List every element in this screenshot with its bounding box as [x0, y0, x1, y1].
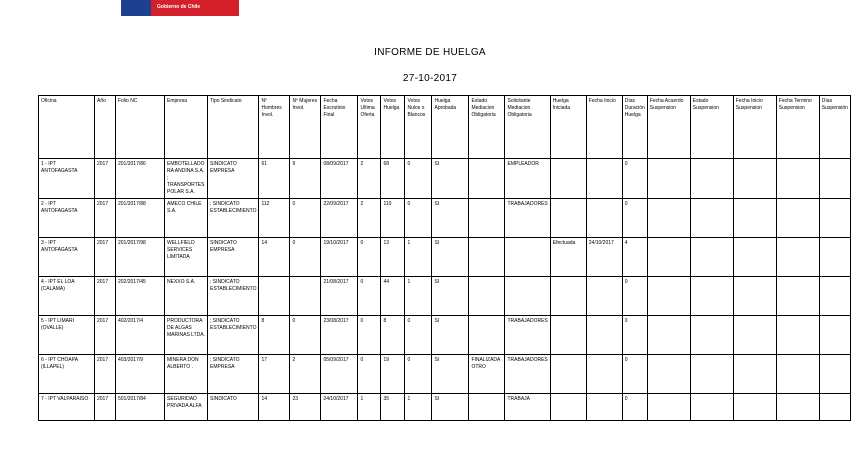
- column-header: Fecha Inicio: [586, 96, 622, 159]
- column-header: Votos Nulos o Blancos: [405, 96, 432, 159]
- table-cell: 201/2017/98: [116, 238, 165, 277]
- table-cell: 9: [290, 159, 321, 199]
- table-cell: [290, 277, 321, 316]
- table-cell: [776, 316, 819, 355]
- table-cell: 2017: [95, 277, 116, 316]
- table-cell: [690, 277, 733, 316]
- table-cell: 0: [290, 199, 321, 238]
- table-cell: 0: [358, 277, 381, 316]
- table-cell: 2017: [95, 238, 116, 277]
- table-cell: 23: [290, 394, 321, 421]
- table-cell: [586, 159, 622, 199]
- gobierno-logo: [121, 0, 239, 16]
- table-cell: 2017: [95, 394, 116, 421]
- table-cell: [469, 159, 505, 199]
- table-cell: 0: [405, 199, 432, 238]
- table-cell: [469, 316, 505, 355]
- table-cell: 0: [622, 199, 647, 238]
- table-cell: 22/09/2017: [321, 199, 358, 238]
- table-cell: 2017: [95, 316, 116, 355]
- table-cell: [690, 316, 733, 355]
- table-cell: [819, 355, 850, 394]
- table-cell: 17: [259, 355, 290, 394]
- table-cell: [469, 238, 505, 277]
- table-cell: ; SINDICATO EMPRESA: [208, 355, 259, 394]
- table-cell: [259, 277, 290, 316]
- table-cell: [776, 355, 819, 394]
- table-cell: 1: [405, 238, 432, 277]
- table-cell: SEGURIDAD PRIVADA ALFA: [165, 394, 208, 421]
- table-cell: [647, 159, 690, 199]
- table-cell: 13: [381, 238, 405, 277]
- strike-report-table: [38, 95, 851, 421]
- column-header: Fecha Inicio Suspension: [733, 96, 776, 159]
- table-row: [39, 159, 851, 199]
- table-cell: [505, 277, 550, 316]
- table-cell: [733, 394, 776, 421]
- table-cell: 0: [405, 355, 432, 394]
- table-cell: [647, 277, 690, 316]
- column-header: Votos Ultima Oferta: [358, 96, 381, 159]
- column-header: Año: [95, 96, 116, 159]
- table-cell: SINDICATO: [208, 394, 259, 421]
- table-cell: 1: [405, 394, 432, 421]
- table-cell: [819, 394, 850, 421]
- table-cell: [690, 355, 733, 394]
- table-cell: NEXXO S.A.: [165, 277, 208, 316]
- table-cell: [776, 238, 819, 277]
- table-cell: 44: [381, 277, 405, 316]
- table-cell: [647, 355, 690, 394]
- table-cell: [469, 394, 505, 421]
- table-cell: 8: [381, 316, 405, 355]
- table-cell: [819, 277, 850, 316]
- table-row: [39, 277, 851, 316]
- table-cell: [690, 199, 733, 238]
- table-cell: [469, 277, 505, 316]
- column-header: Tipo Sindicato: [208, 96, 259, 159]
- column-header: Días Suspensión: [819, 96, 850, 159]
- table-cell: 110: [381, 199, 405, 238]
- table-cell: 202/2017/45: [116, 277, 165, 316]
- column-header: Folio NC: [116, 96, 165, 159]
- table-cell: PRODUCTORA DE ALGAS MARINAS LTDA.: [165, 316, 208, 355]
- table-cell: 0: [622, 316, 647, 355]
- table-cell: [550, 199, 586, 238]
- table-cell: [550, 277, 586, 316]
- table-cell: 2: [290, 355, 321, 394]
- table-cell: 35: [381, 394, 405, 421]
- table-cell: 4 - IPT EL LOA (CALAMA): [39, 277, 95, 316]
- table-cell: 05/09/2017: [321, 355, 358, 394]
- table-cell: [819, 159, 850, 199]
- table-cell: [819, 316, 850, 355]
- table-cell: 2: [358, 159, 381, 199]
- table-cell: 7 - IPT VALPARAISO: [39, 394, 95, 421]
- table-row: [39, 394, 851, 421]
- table-cell: [586, 199, 622, 238]
- table-cell: [469, 199, 505, 238]
- table-cell: 61: [259, 159, 290, 199]
- column-header: Días Duración Huelga: [622, 96, 647, 159]
- table-cell: 0: [622, 355, 647, 394]
- table-cell: EMPLEADOR: [505, 159, 550, 199]
- column-header: Oficina: [39, 96, 95, 159]
- table-cell: [550, 355, 586, 394]
- table-cell: SINDICATO EMPRESA: [208, 238, 259, 277]
- table-row: [39, 316, 851, 355]
- column-header: Huelga Iniciada: [550, 96, 586, 159]
- table-cell: 5 - IPT LIMARI (OVALLE): [39, 316, 95, 355]
- table-cell: [550, 159, 586, 199]
- table-cell: 201/2017/88: [116, 199, 165, 238]
- column-header: Fecha Termino Suspension: [776, 96, 819, 159]
- table-row: [39, 238, 851, 277]
- table-cell: [505, 238, 550, 277]
- table-cell: 8: [259, 316, 290, 355]
- table-cell: [586, 277, 622, 316]
- column-header: Estado Mediacion Obligatoria: [469, 96, 505, 159]
- table-cell: 0: [290, 316, 321, 355]
- column-header: Estado Suspension: [690, 96, 733, 159]
- table-cell: SI: [432, 316, 469, 355]
- table-cell: [733, 355, 776, 394]
- table-cell: ; SINDICATO ESTABLECIMIENTO: [208, 316, 259, 355]
- table-cell: SI: [432, 238, 469, 277]
- column-header: Nº Mujeres Invol.: [290, 96, 321, 159]
- column-header: Nº Hombres Invol.: [259, 96, 290, 159]
- table-cell: [776, 394, 819, 421]
- table-cell: SINDICATO EMPRESA: [208, 159, 259, 199]
- table-row: [39, 199, 851, 238]
- table-cell: 501/2017/84: [116, 394, 165, 421]
- table-cell: FINALIZADA OTRO: [469, 355, 505, 394]
- column-header: Solicitante Mediacion Obligatoria: [505, 96, 550, 159]
- table-cell: [690, 394, 733, 421]
- table-cell: 3 - IPT ANTOFAGASTA: [39, 238, 95, 277]
- table-cell: [586, 316, 622, 355]
- table-cell: 23/08/2017: [321, 316, 358, 355]
- table-cell: [733, 199, 776, 238]
- table-cell: TRABAJADORES: [505, 199, 550, 238]
- table-cell: [733, 277, 776, 316]
- table-header-row: [39, 96, 851, 159]
- column-header: Fecha Escrutinio Final: [321, 96, 358, 159]
- table-cell: 0: [622, 159, 647, 199]
- table-cell: [819, 199, 850, 238]
- table-cell: SI: [432, 199, 469, 238]
- table-cell: [647, 316, 690, 355]
- table-cell: ; SINDICATO ESTABLECIMIENTO: [208, 277, 259, 316]
- column-header: Fecha Acuerdo Suspension: [647, 96, 690, 159]
- table-cell: ; SINDICATO ESTABLECIMIENTO: [208, 199, 259, 238]
- table-cell: TRABAJADORES: [505, 316, 550, 355]
- table-cell: 1: [358, 394, 381, 421]
- table-cell: TRABAJADORES: [505, 355, 550, 394]
- table-cell: 1: [405, 277, 432, 316]
- table-cell: 0: [622, 277, 647, 316]
- table-cell: 68: [381, 159, 405, 199]
- table-cell: MINERA DON ALBERTO .: [165, 355, 208, 394]
- table-cell: [647, 394, 690, 421]
- table-cell: SI: [432, 355, 469, 394]
- table-cell: 24/10/2017: [321, 394, 358, 421]
- table-cell: 0: [290, 238, 321, 277]
- table-cell: 0: [622, 394, 647, 421]
- table-cell: 1 - IPT ANTOFAGASTA: [39, 159, 95, 199]
- table-cell: WELLFIELD SERVICES LIMITADA: [165, 238, 208, 277]
- table-cell: [733, 159, 776, 199]
- table-cell: SI: [432, 277, 469, 316]
- table-cell: 0: [358, 238, 381, 277]
- table-cell: [586, 394, 622, 421]
- table-cell: [776, 277, 819, 316]
- table-cell: 403/2017/9: [116, 355, 165, 394]
- table-cell: 2: [358, 199, 381, 238]
- logo-text: Gobierno de Chile: [157, 4, 201, 10]
- table-cell: 2017: [95, 355, 116, 394]
- table-cell: 24/10/2017: [586, 238, 622, 277]
- table-cell: 0: [358, 355, 381, 394]
- table-cell: 2 - IPT ANTOFAGASTA: [39, 199, 95, 238]
- table-cell: 112: [259, 199, 290, 238]
- table-cell: [550, 394, 586, 421]
- table-cell: 19: [381, 355, 405, 394]
- table-cell: 201/2017/86: [116, 159, 165, 199]
- table-cell: 0: [405, 159, 432, 199]
- column-header: Empresa: [165, 96, 208, 159]
- table-cell: 0: [405, 316, 432, 355]
- table-cell: [550, 316, 586, 355]
- table-cell: 08/09/2017: [321, 159, 358, 199]
- table-cell: [733, 238, 776, 277]
- table-cell: 21/08/2017: [321, 277, 358, 316]
- table-cell: 14: [259, 238, 290, 277]
- table-cell: 0: [358, 316, 381, 355]
- table-cell: [586, 355, 622, 394]
- table-cell: 14: [259, 394, 290, 421]
- table-cell: [819, 238, 850, 277]
- table-cell: SI: [432, 394, 469, 421]
- table-cell: EMBOTELLADO RA ANDINA S.A. ; TRANSPORTES POLAR S.A.: [165, 159, 208, 199]
- table-cell: AMECO CHILE S.A.: [165, 199, 208, 238]
- table-cell: SI: [432, 159, 469, 199]
- table-row: [39, 355, 851, 394]
- report-date: 27-10-2017: [402, 73, 458, 84]
- column-header: Votos Huelga: [381, 96, 405, 159]
- table-cell: 4: [622, 238, 647, 277]
- table-cell: [776, 159, 819, 199]
- table-cell: [690, 159, 733, 199]
- table-cell: 402/2017/4: [116, 316, 165, 355]
- table-cell: 19/10/2017: [321, 238, 358, 277]
- report-title: INFORME DE HUELGA: [374, 47, 486, 58]
- table-cell: [733, 316, 776, 355]
- table-cell: [647, 238, 690, 277]
- table-cell: 6 - IPT CHOAPA (ILLAPEL): [39, 355, 95, 394]
- table-cell: 2017: [95, 159, 116, 199]
- table-cell: [776, 199, 819, 238]
- column-header: Huelga Aprobada: [432, 96, 469, 159]
- table-cell: TRABAJA: [505, 394, 550, 421]
- table-cell: [690, 238, 733, 277]
- table-cell: Efectuada: [550, 238, 586, 277]
- table-cell: [647, 199, 690, 238]
- table-cell: 2017: [95, 199, 116, 238]
